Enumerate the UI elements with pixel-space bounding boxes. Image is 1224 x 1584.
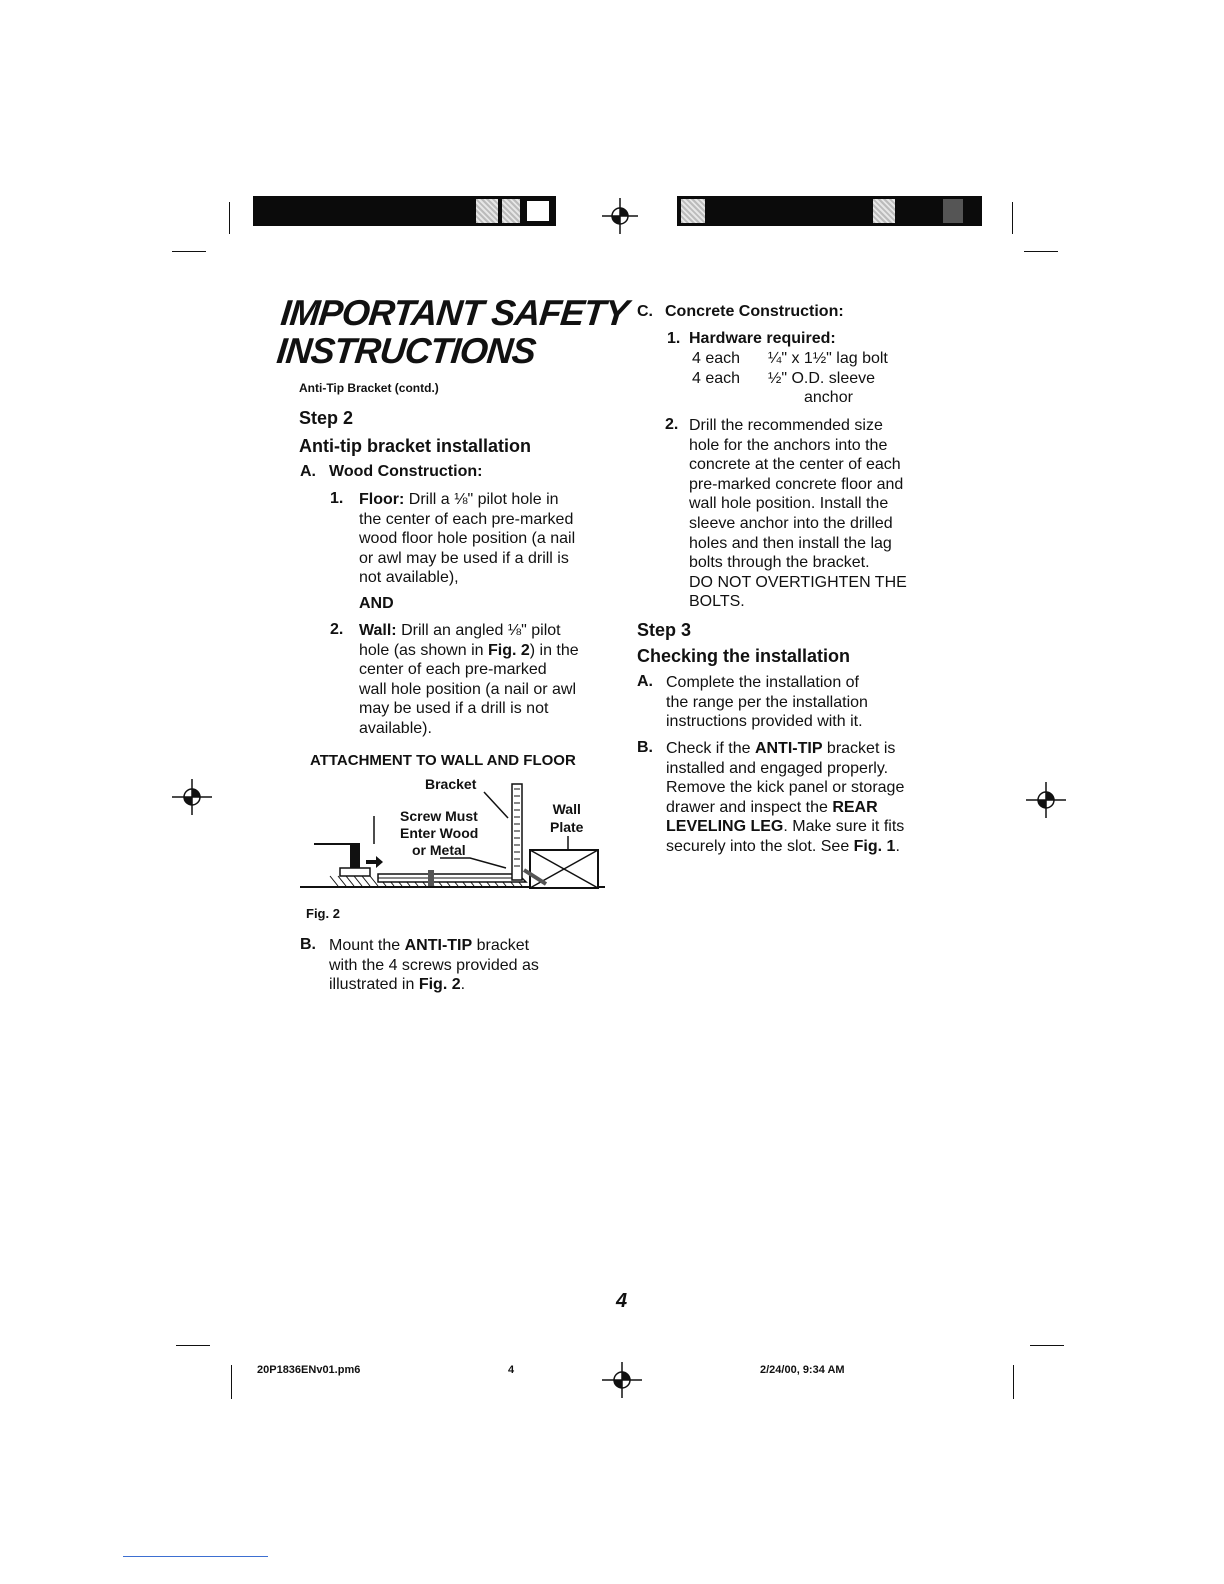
page-number: 4 — [616, 1290, 628, 1312]
c-item-1-number: 1. — [667, 330, 681, 347]
footer-page: 4 — [508, 1364, 515, 1376]
color-bar-right — [677, 196, 982, 226]
step-2-label: Step 2 — [299, 408, 354, 428]
crop-mark — [231, 1365, 232, 1399]
crop-mark — [1012, 202, 1013, 234]
footer-timestamp: 2/24/00, 9:34 AM — [760, 1364, 845, 1376]
step-3-a-letter: A. — [637, 673, 653, 690]
fig-2-reference: Fig. 2 — [487, 641, 530, 659]
section-b-text: Mount the ANTI-TIP bracket with the 4 screws provided as illustrated in Fig. 2. — [329, 937, 539, 994]
registration-mark-icon — [1026, 780, 1066, 820]
figure-label-bracket: Bracket — [425, 776, 477, 792]
registration-mark-icon — [172, 777, 212, 817]
section-a-title: Wood Construction: — [329, 463, 483, 480]
figure-caption: ATTACHMENT TO WALL AND FLOOR — [310, 752, 576, 769]
fig-1-reference: Fig. 1 — [853, 837, 896, 855]
crop-mark — [172, 251, 206, 252]
registration-mark-icon — [602, 196, 638, 236]
item-1-label: Floor: — [359, 491, 405, 508]
step-3-b-letter: B. — [637, 739, 653, 756]
page-title: IMPORTANT SAFETY INSTRUCTIONS — [274, 292, 630, 371]
section-a-letter: A. — [300, 463, 316, 480]
step-3-heading: Checking the installation — [637, 646, 851, 666]
item-1-text: Floor: Drill a ⅛" pilot hole in the center of each pre-marked wood floor hole position (a nail or awl may be used if a drill is not available), — [359, 491, 576, 587]
figure-label-screw: Screw Must Enter Wood or Metal — [400, 808, 479, 858]
hardware-row: 4 each ½" O.D. sleeve — [692, 369, 876, 387]
item-2-text: Wall: Drill an angled ⅛" pilot hole (as shown in Fig. 2) in the center of each pre-marked wall hole position (a nail or awl may be used if a drill is not available). — [359, 622, 579, 737]
crop-mark — [1013, 1365, 1014, 1399]
footer-filename: 20P1836ENv01.pm6 — [257, 1364, 361, 1376]
item-1-number: 1. — [330, 490, 344, 507]
c-item-2-text: Drill the recommended size hole for the anchors into the concrete at the center of each pre-marked concrete floor and wall hole position. Install the sleeve anchor into the drilled holes and then install the lag bolts through the bracket. DO NOT OVERTIGHTEN THE BOLTS. — [689, 417, 907, 611]
crop-mark — [1030, 1345, 1064, 1346]
section-c-title: Concrete Construction: — [665, 303, 844, 320]
section-b-letter: B. — [300, 936, 316, 953]
registration-mark-icon — [602, 1360, 642, 1400]
page-subtitle: Anti-Tip Bracket (contd.) — [299, 381, 439, 395]
step-3-a-text: Complete the installation of the range per the installation instructions provided with it. — [666, 674, 868, 731]
crop-mark — [1024, 251, 1058, 252]
hardware-row: 4 each ¼" x 1½" lag bolt — [692, 350, 888, 367]
divider — [123, 1556, 268, 1557]
figure-label-wall-plate: Wall Plate — [550, 801, 584, 835]
item-2-label: Wall: — [359, 622, 397, 639]
crop-mark — [229, 202, 230, 234]
step-2-heading: Anti-tip bracket installation — [299, 436, 532, 456]
step-3-label: Step 3 — [637, 620, 692, 640]
item-2-number: 2. — [330, 621, 344, 638]
c-item-2-number: 2. — [665, 416, 679, 433]
crop-mark — [176, 1345, 210, 1346]
and-label: AND — [359, 595, 394, 612]
fig-2-reference: Fig. 2 — [418, 976, 461, 994]
figure-number: Fig. 2 — [306, 906, 340, 921]
hardware-list: 4 each ¼" x 1½" lag bolt 4 each ½" O.D. sleeve anchor — [692, 350, 888, 407]
step-3-b-text: Check if the ANTI-TIP bracket is installed and engaged properly. Remove the kick panel or storage drawer and inspect the REAR LEVELING LEG. Make sure it fits securely into the slot. See Fig. 1. — [666, 740, 905, 855]
color-bar-left — [253, 196, 556, 226]
section-c-letter: C. — [637, 303, 653, 320]
hardware-required-title: Hardware required: — [689, 330, 836, 347]
